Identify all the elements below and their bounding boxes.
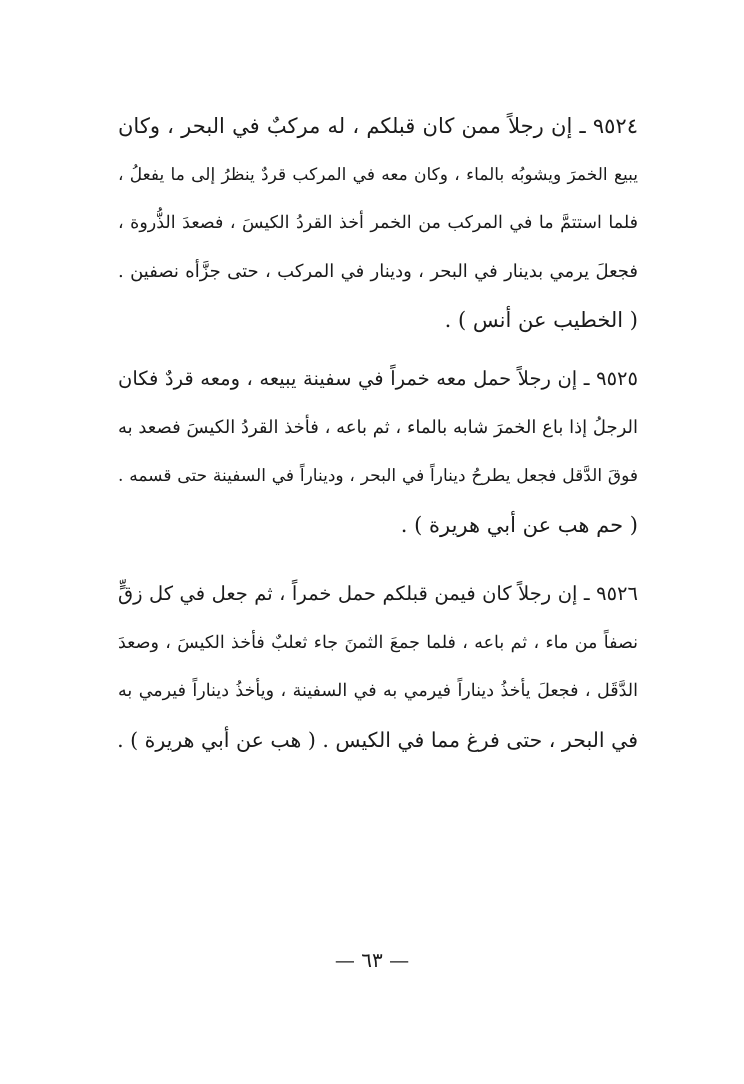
text-line: الرجلُ إذا باع الخمرَ شابه بالماء ، ثم باعه ، فأخذ القردُ الكيسَ فصعد به [117, 416, 638, 438]
text-line: فوقَ الدَّقل فجعل يطرحُ ديناراً في البحر ، وديناراً في السفينة حتى قسمه . [118, 466, 638, 486]
source-citation: ( حم هب عن أبي هريرة ) . [400, 512, 638, 537]
text-line: فجعلَ يرمي بدينار في البحر ، ودينار في المركب ، حتى جزَّأه نصفين . [118, 260, 638, 282]
text-line: فلما استتمَّ ما في المركب من الخمر أخذ القردُ الكيسَ ، فصعدَ الذُّروة ، [118, 213, 638, 233]
text-line: ٩٥٢٦ ـ إن رجلاً كان فيمن قبلكم حمل خمراً ، ثم جعل في كل زقٍّ [118, 582, 638, 605]
hadith-9525 [118, 355, 638, 549]
page-number: — ٦٣ — [334, 948, 410, 972]
text-line: ٩٥٢٥ ـ إن رجلاً حمل معه خمراً في سفينة يبيعه ، ومعه قردٌ فكان [118, 367, 638, 390]
source-citation: ( الخطيب عن أنس ) . [444, 308, 638, 332]
hadith-9524 [118, 102, 638, 345]
text-line: ٩٥٢٤ ـ إن رجلاً ممن كان قبلكم ، له مركبٌ في البحر ، وكان [118, 114, 638, 138]
text-line: الدَّقَل ، فجعلَ يأخذُ ديناراً فيرمي به في السفينة ، ويأخذُ ديناراً فيرمي به [118, 681, 638, 701]
hadith-9526 [118, 570, 638, 764]
text-line: نصفاً من ماء ، ثم باعه ، فلما جمعَ الثمنَ جاء ثعلبٌ فأخذ الكيسَ ، وصعدَ [118, 632, 638, 653]
text-line: يبيع الخمرَ ويشوبُه بالماء ، وكان معه في المركب قردٌ ينظرُ إلى ما يفعلُ ، [118, 164, 638, 185]
text-line: في البحر ، حتى فرغ مما في الكيس . ( هب عن أبي هريرة ) . [117, 727, 638, 752]
